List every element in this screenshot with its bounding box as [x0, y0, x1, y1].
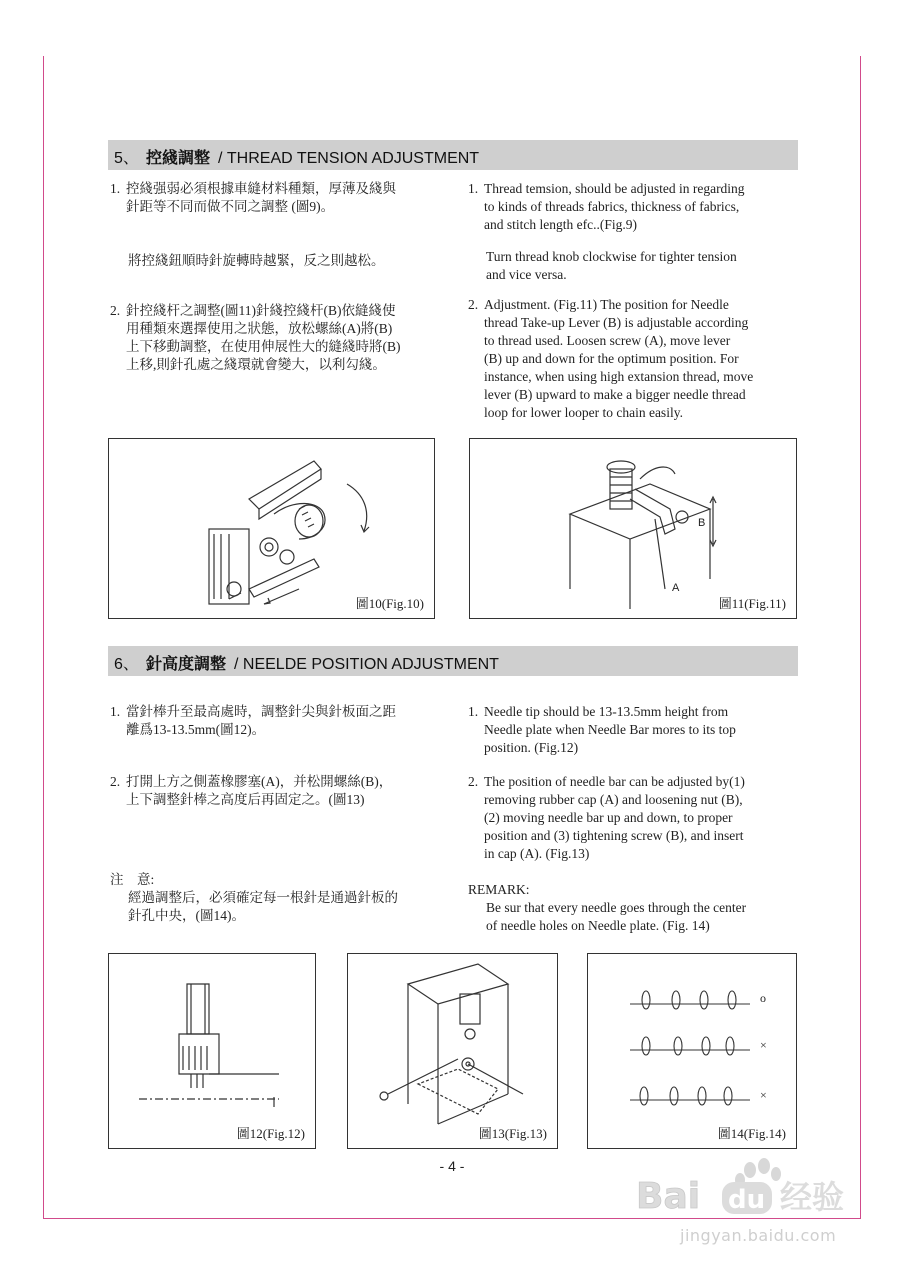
text-line: (2) moving needle bar up and down, to proper: [484, 810, 733, 825]
section-title-zh: 針高度調整: [146, 656, 227, 673]
section-5-zh-text: [110, 180, 445, 374]
fig14-mark-row1: o: [760, 991, 766, 1005]
text-line: Thread temsion, should be adjusted in regarding: [484, 181, 745, 196]
zh-item-2: [110, 302, 445, 374]
text-line: 針距等不同而做不同之調整 (圖9)。: [126, 199, 335, 214]
needle-row-3: [630, 1087, 750, 1105]
text-line: to thread used. Loosen screw (A), move lever: [484, 333, 731, 348]
fig12-illustration: [109, 954, 317, 1150]
text-line: position and (3) tightening screw (B), and insert: [484, 828, 744, 843]
text-line: instance, when using high extansion thread, move: [484, 369, 754, 384]
text-line: 用種類來選擇使用之狀態，放松螺絲(A)將(B): [126, 321, 393, 336]
en-item-2: [468, 296, 804, 422]
text-line: 經過調整后，必須確定每一根針是通過針板的: [128, 890, 398, 905]
text-line: 針孔中央，(圖14)。: [128, 908, 245, 923]
fig14-mark-row3: ×: [760, 1088, 767, 1102]
figure-10: [108, 438, 435, 619]
text-line: and stitch length efc..(Fig.9): [484, 217, 637, 232]
text-line: and vice versa.: [486, 267, 567, 282]
section-5-en-text: [468, 180, 804, 422]
zh-item-1: [110, 180, 445, 216]
watermark-url: jingyan.baidu.com: [680, 1226, 837, 1245]
text-line: Needle plate when Needle Bar mores to its top: [484, 722, 736, 737]
text-line: position. (Fig.12): [484, 740, 579, 755]
text-line: removing rubber cap (A) and loosening nut (B),: [484, 792, 743, 807]
text-line: The position of needle bar can be adjusted by(1): [484, 774, 745, 789]
right-border-line: [860, 56, 861, 1218]
fig11-label-a: A: [672, 582, 680, 594]
needle-row-2: [630, 1037, 750, 1055]
zh-item-2: [110, 773, 445, 809]
figure-12: [108, 953, 316, 1149]
section-title-zh: 控綫調整: [146, 150, 211, 167]
item-number: 1.: [110, 704, 121, 719]
text-line: to kinds of threads fabrics, thickness of fabrics,: [484, 199, 740, 214]
section-number: 6、: [114, 656, 139, 673]
figure-13: [347, 953, 558, 1149]
section-title-en: / NEELDE POSITION ADJUSTMENT: [234, 656, 499, 673]
item-number: 2.: [468, 774, 479, 789]
svg-text:经验: 经验: [780, 1178, 845, 1216]
fig13-illustration: [348, 954, 559, 1150]
en-item-2: [468, 773, 804, 863]
text-line: of needle holes on Needle plate. (Fig. 14): [486, 918, 710, 933]
text-line: 當針棒升至最高處時，調整針尖與針板面之距: [126, 704, 396, 719]
item-number: 1.: [468, 181, 479, 196]
text-line: (B) up and down for the optimum position. For: [484, 351, 739, 366]
section-5-header: [108, 140, 798, 170]
text-line: Turn thread knob clockwise for tighter tension: [486, 249, 737, 264]
svg-text:du: du: [728, 1185, 766, 1215]
text-line: 打開上方之側蓋橡膠塞(A)，并松開螺絲(B)，: [126, 774, 393, 789]
figure-caption: 圖12(Fig.12): [236, 1126, 305, 1141]
needle-row-1: [630, 991, 750, 1009]
section-title-en: / THREAD TENSION ADJUSTMENT: [218, 150, 480, 167]
fig11-label-b: B: [698, 517, 706, 529]
text-line: loop for lower looper to chain easily.: [484, 405, 683, 420]
text-line: 上移,則針孔處之綫環就會變大，以利勾綫。: [126, 357, 386, 372]
section-6-zh-text: [110, 703, 445, 925]
zh-item-1: [110, 703, 445, 739]
text-line: thread Take-up Lever (B) is adjustable according: [484, 315, 749, 330]
text-line: Adjustment. (Fig.11) The position for Needle: [484, 297, 729, 312]
section-6-en-text: [468, 703, 804, 935]
text-line: 上下調整針棒之高度后再固定之。(圖13): [126, 792, 365, 807]
item-number: 2.: [110, 774, 121, 789]
section-number: 5、: [114, 150, 139, 167]
remark-label: 注 意:: [110, 872, 155, 887]
text-line: 上下移動調整，在使用伸展性大的縫綫時將(B): [126, 339, 401, 354]
figure-caption: 圖11(Fig.11): [718, 596, 786, 611]
item-number: 1.: [468, 704, 479, 719]
svg-text:Bai: Bai: [636, 1176, 701, 1217]
figure-caption: 圖14(Fig.14): [717, 1126, 786, 1141]
text-line: in cap (A). (Fig.13): [484, 846, 590, 861]
baidu-watermark-logo: [630, 1158, 860, 1218]
text-line: 針控綫杆之調整(圖11)針綫控綫杆(B)依縫綫使: [126, 303, 396, 318]
item-number: 1.: [110, 181, 121, 196]
en-item-1: [468, 180, 804, 234]
text-line: 控綫强弱必須根據車縫材料種類，厚薄及綫與: [126, 181, 396, 196]
figure-caption: 圖10(Fig.10): [355, 596, 424, 611]
figure-14: [587, 953, 797, 1149]
remark-label: REMARK:: [468, 882, 530, 897]
text-line: 離爲13-13.5mm(圖12)。: [126, 722, 266, 737]
figure-11: [469, 438, 797, 619]
left-border-line: [43, 56, 44, 1218]
text-line: Be sur that every needle goes through the center: [486, 900, 747, 915]
figure-caption: 圖13(Fig.13): [478, 1126, 547, 1141]
item-number: 2.: [110, 303, 121, 318]
text-line: Needle tip should be 13-13.5mm height from: [484, 704, 729, 719]
fig14-mark-row2: ×: [760, 1038, 767, 1052]
en-item-1: [468, 703, 804, 757]
section-6-header: [108, 646, 798, 676]
bottom-border-line: [43, 1218, 861, 1219]
item-number: 2.: [468, 297, 479, 312]
text-line: 將控綫鈕順時針旋轉時越緊，反之則越松。: [128, 253, 385, 268]
page-number: - 4 -: [439, 1158, 465, 1174]
text-line: lever (B) upward to make a bigger needle thread: [484, 387, 746, 402]
